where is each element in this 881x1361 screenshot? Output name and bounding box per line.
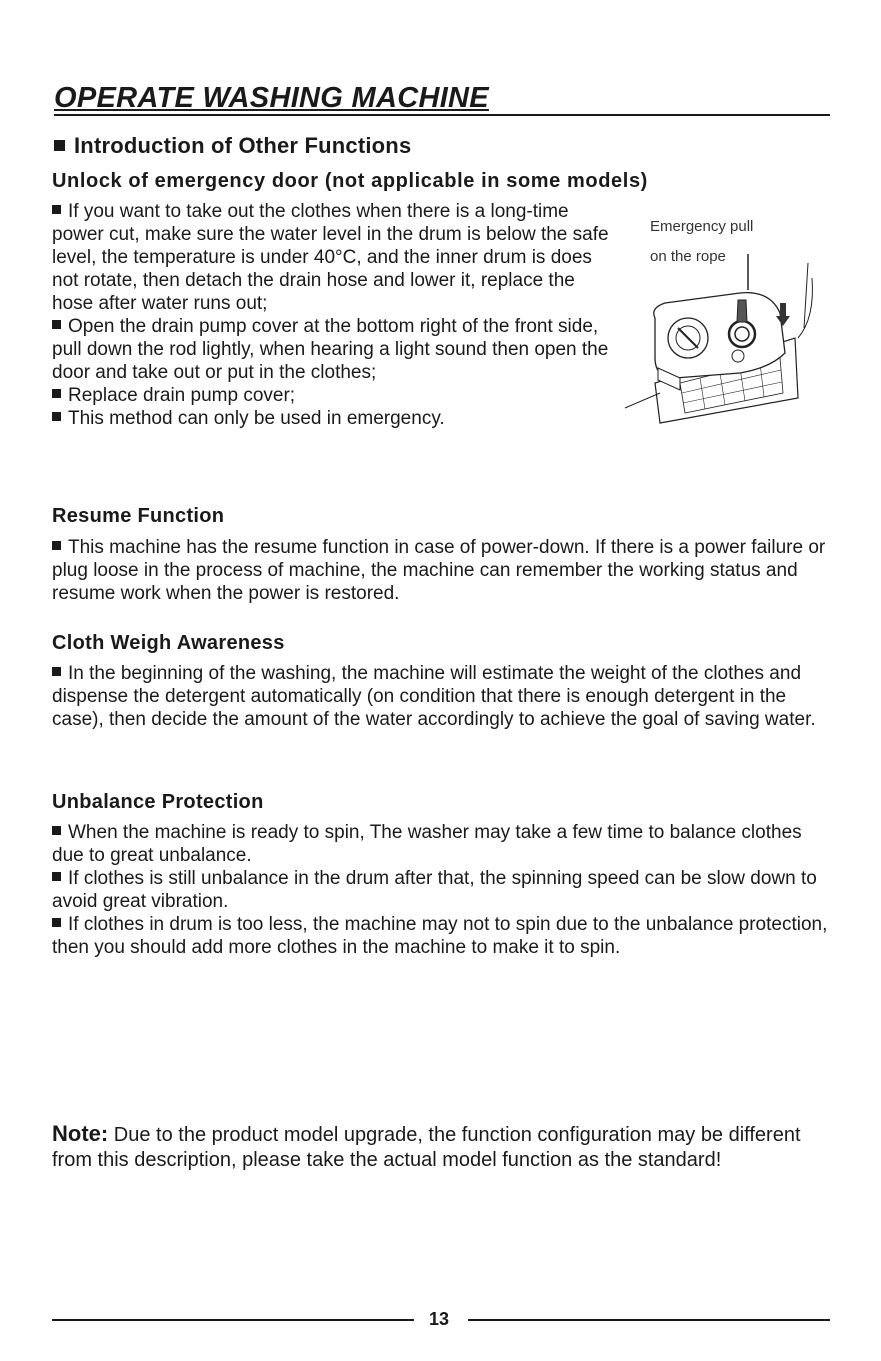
illustration-label-line1: Emergency pull (650, 218, 754, 235)
title-rule (54, 114, 830, 116)
list-item (52, 821, 832, 867)
square-bullet-icon (54, 140, 65, 151)
footer-rule-right (468, 1319, 830, 1321)
square-bullet-icon (52, 389, 61, 398)
square-bullet-icon (52, 872, 61, 881)
square-bullet-icon (52, 826, 61, 835)
list-item (52, 913, 832, 959)
weigh-text: In the beginning of the washing, the machine will estimate the weight of the clothes and dispense the detergent automatically (on condition that there is enough detergent in the case), then decide the amount of the water accordingly to achieve the goal of saving water. (52, 663, 816, 730)
list-item (52, 867, 832, 913)
weigh-paragraph (52, 662, 832, 731)
illustration-label-line2: on the rope (650, 248, 726, 265)
square-bullet-icon (52, 320, 61, 329)
section-heading (54, 133, 411, 159)
list-item-text: Replace drain pump cover; (68, 385, 296, 406)
square-bullet-icon (52, 918, 61, 927)
square-bullet-icon (52, 541, 61, 550)
list-item-text: If clothes is still unbalance in the drum after that, the spinning speed can be slow down to avoid great vibration. (52, 868, 817, 912)
drain-pump-diagram-icon (620, 218, 820, 448)
list-item (52, 315, 612, 384)
square-bullet-icon (52, 412, 61, 421)
list-item (52, 407, 612, 430)
square-bullet-icon (52, 667, 61, 676)
list-item (52, 200, 612, 315)
resume-text: This machine has the resume function in case of power-down. If there is a power failure or plug loose in the process of machine, the machine can remember the working status and resume work when the power is restored. (52, 537, 826, 604)
note-text: Due to the product model upgrade, the function configuration may be different from this description, please take the actual model function as the standard! (52, 1124, 801, 1171)
note-label: Note: (52, 1121, 109, 1146)
emergency-list (52, 200, 612, 430)
page-number: 13 (429, 1309, 450, 1329)
square-bullet-icon (52, 205, 61, 214)
section-heading-text: Introduction of Other Functions (74, 133, 412, 158)
page-title: OPERATE WASHING MACHINE (54, 82, 489, 114)
list-item-text: This method can only be used in emergency. (68, 408, 445, 429)
footer-rule-left (52, 1319, 414, 1321)
emergency-heading: Unlock of emergency door (not applicable in some models) (52, 170, 648, 192)
list-item (52, 384, 612, 407)
list-item-text: If you want to take out the clothes when there is a long-time power cut, make sure the water level in the drum is below the safe level, the temperature is under 40°C, and the inner drum is does not rotate, then detach the drain hose and lower it, replace the hose after water runs out; (52, 201, 609, 314)
list-item-text: Open the drain pump cover at the bottom right of the front side, pull down the rod lightly, when hearing a light sound then open the door and take out or put in the clothes; (52, 316, 609, 383)
weigh-heading: Cloth Weigh Awareness (52, 632, 285, 654)
note-block (52, 1121, 842, 1173)
resume-paragraph (52, 536, 832, 605)
resume-heading: Resume Function (52, 505, 225, 527)
unbalance-list (52, 821, 832, 959)
list-item-text: When the machine is ready to spin, The washer may take a few time to balance clothes due to great unbalance. (52, 822, 802, 866)
unbalance-heading: Unbalance Protection (52, 791, 264, 813)
list-item-text: If clothes in drum is too less, the machine may not to spin due to the unbalance protection, then you should add more clothes in the machine to make it to spin. (52, 914, 828, 958)
emergency-pull-illustration (620, 218, 820, 448)
